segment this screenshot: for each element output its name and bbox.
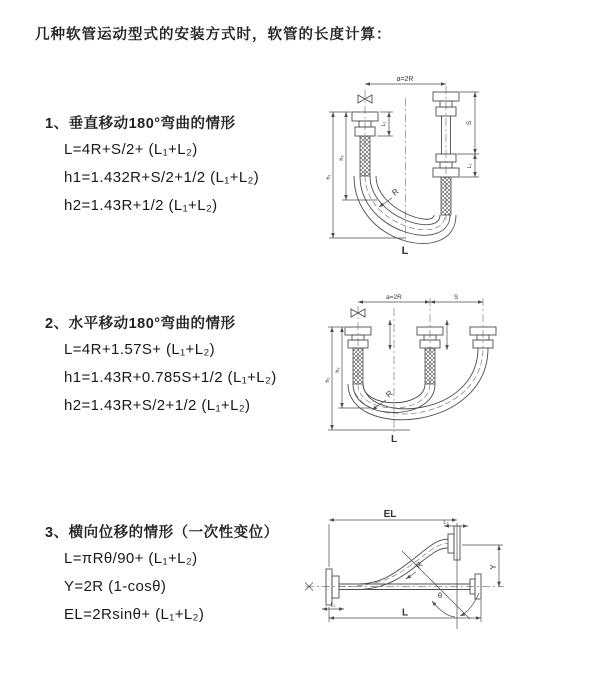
right-braided-hose: [441, 177, 451, 215]
middle-braided-hose: [425, 348, 435, 384]
dim-label-l1-left: L₁: [381, 121, 387, 127]
section-1-formula-h1: h1=1.432R+S/2+1/2 (L₁+L₂): [64, 169, 260, 186]
section-2-heading: 2、水平移动180°弯曲的情形: [45, 316, 236, 332]
section-2-formula-h1: h1=1.43R+0.785S+1/2 (L₁+L₂): [64, 369, 277, 386]
dim-label-theta: θ: [437, 591, 443, 600]
diagram-lateral-displacement: [298, 497, 593, 657]
theta-arc-right: [460, 593, 479, 616]
dim-label-s: S: [466, 120, 473, 126]
section-3-heading: 3、横向位移的情形（一次性变位）: [45, 525, 279, 541]
section-3-formula-Y: Y=2R (1-cosθ): [64, 578, 167, 595]
section-1-heading: 1、垂直移动180°弯曲的情形: [45, 116, 236, 132]
dim-label-radius: R: [384, 388, 395, 400]
dim-label-s: S: [453, 294, 459, 301]
dim-label-a2r: a=2R: [396, 76, 414, 83]
upper-right-flange-fitting: [448, 526, 460, 560]
section-2-formula-L: L=4R+1.57S+ (L₁+L₂): [64, 341, 216, 358]
radius-leader: [406, 572, 416, 579]
section-1-formula-L: L=4R+S/2+ (L₁+L₂): [64, 141, 198, 158]
section-1-formula-h2: h2=1.43R+1/2 (L₁+L₂): [64, 197, 218, 214]
dim-label-y: Y: [489, 564, 498, 570]
section-3-formula-L: L=πRθ/90+ (L₁+L₂): [64, 550, 198, 567]
curved-hose-position: [339, 539, 448, 589]
section-2-formula-h2: h2=1.43R+S/2+1/2 (L₁+L₂): [64, 397, 251, 414]
diagram-vertical-180-bend: [313, 70, 563, 260]
dim-label-h1: h₁: [325, 377, 331, 383]
dim-label-h2: h₂: [339, 155, 345, 161]
dim-label-length: L: [390, 434, 398, 445]
u-hose-position-2: [348, 348, 488, 420]
dim-label-length: L: [401, 245, 409, 257]
radius-construction-line: [402, 551, 470, 619]
left-flange-fitting: [326, 569, 339, 605]
dim-label-radius: R: [390, 186, 401, 198]
left-braided-hose: [360, 136, 370, 176]
page-title: 几种软管运动型式的安装方式时，软管的长度计算：: [35, 27, 392, 43]
dim-label-h2: h₂: [335, 367, 341, 373]
dim-label-h1: h₁: [326, 174, 332, 180]
theta-arc-left: [432, 601, 455, 617]
diagram-horizontal-180-bend: [310, 282, 585, 452]
dim-label-l1-right: L₁: [467, 163, 473, 169]
dim-label-l1: L₁: [330, 602, 336, 609]
dim-label-a2r: a=2R: [386, 294, 402, 301]
dim-label-el: EL: [383, 509, 397, 520]
dim-label-radius: R: [413, 560, 425, 571]
section-3-formula-EL: EL=2Rsinθ+ (L₁+L₂): [64, 606, 205, 623]
left-braided-hose: [353, 348, 363, 384]
dim-label-length: L: [401, 607, 409, 619]
dim-label-l2: L₂: [443, 520, 449, 526]
